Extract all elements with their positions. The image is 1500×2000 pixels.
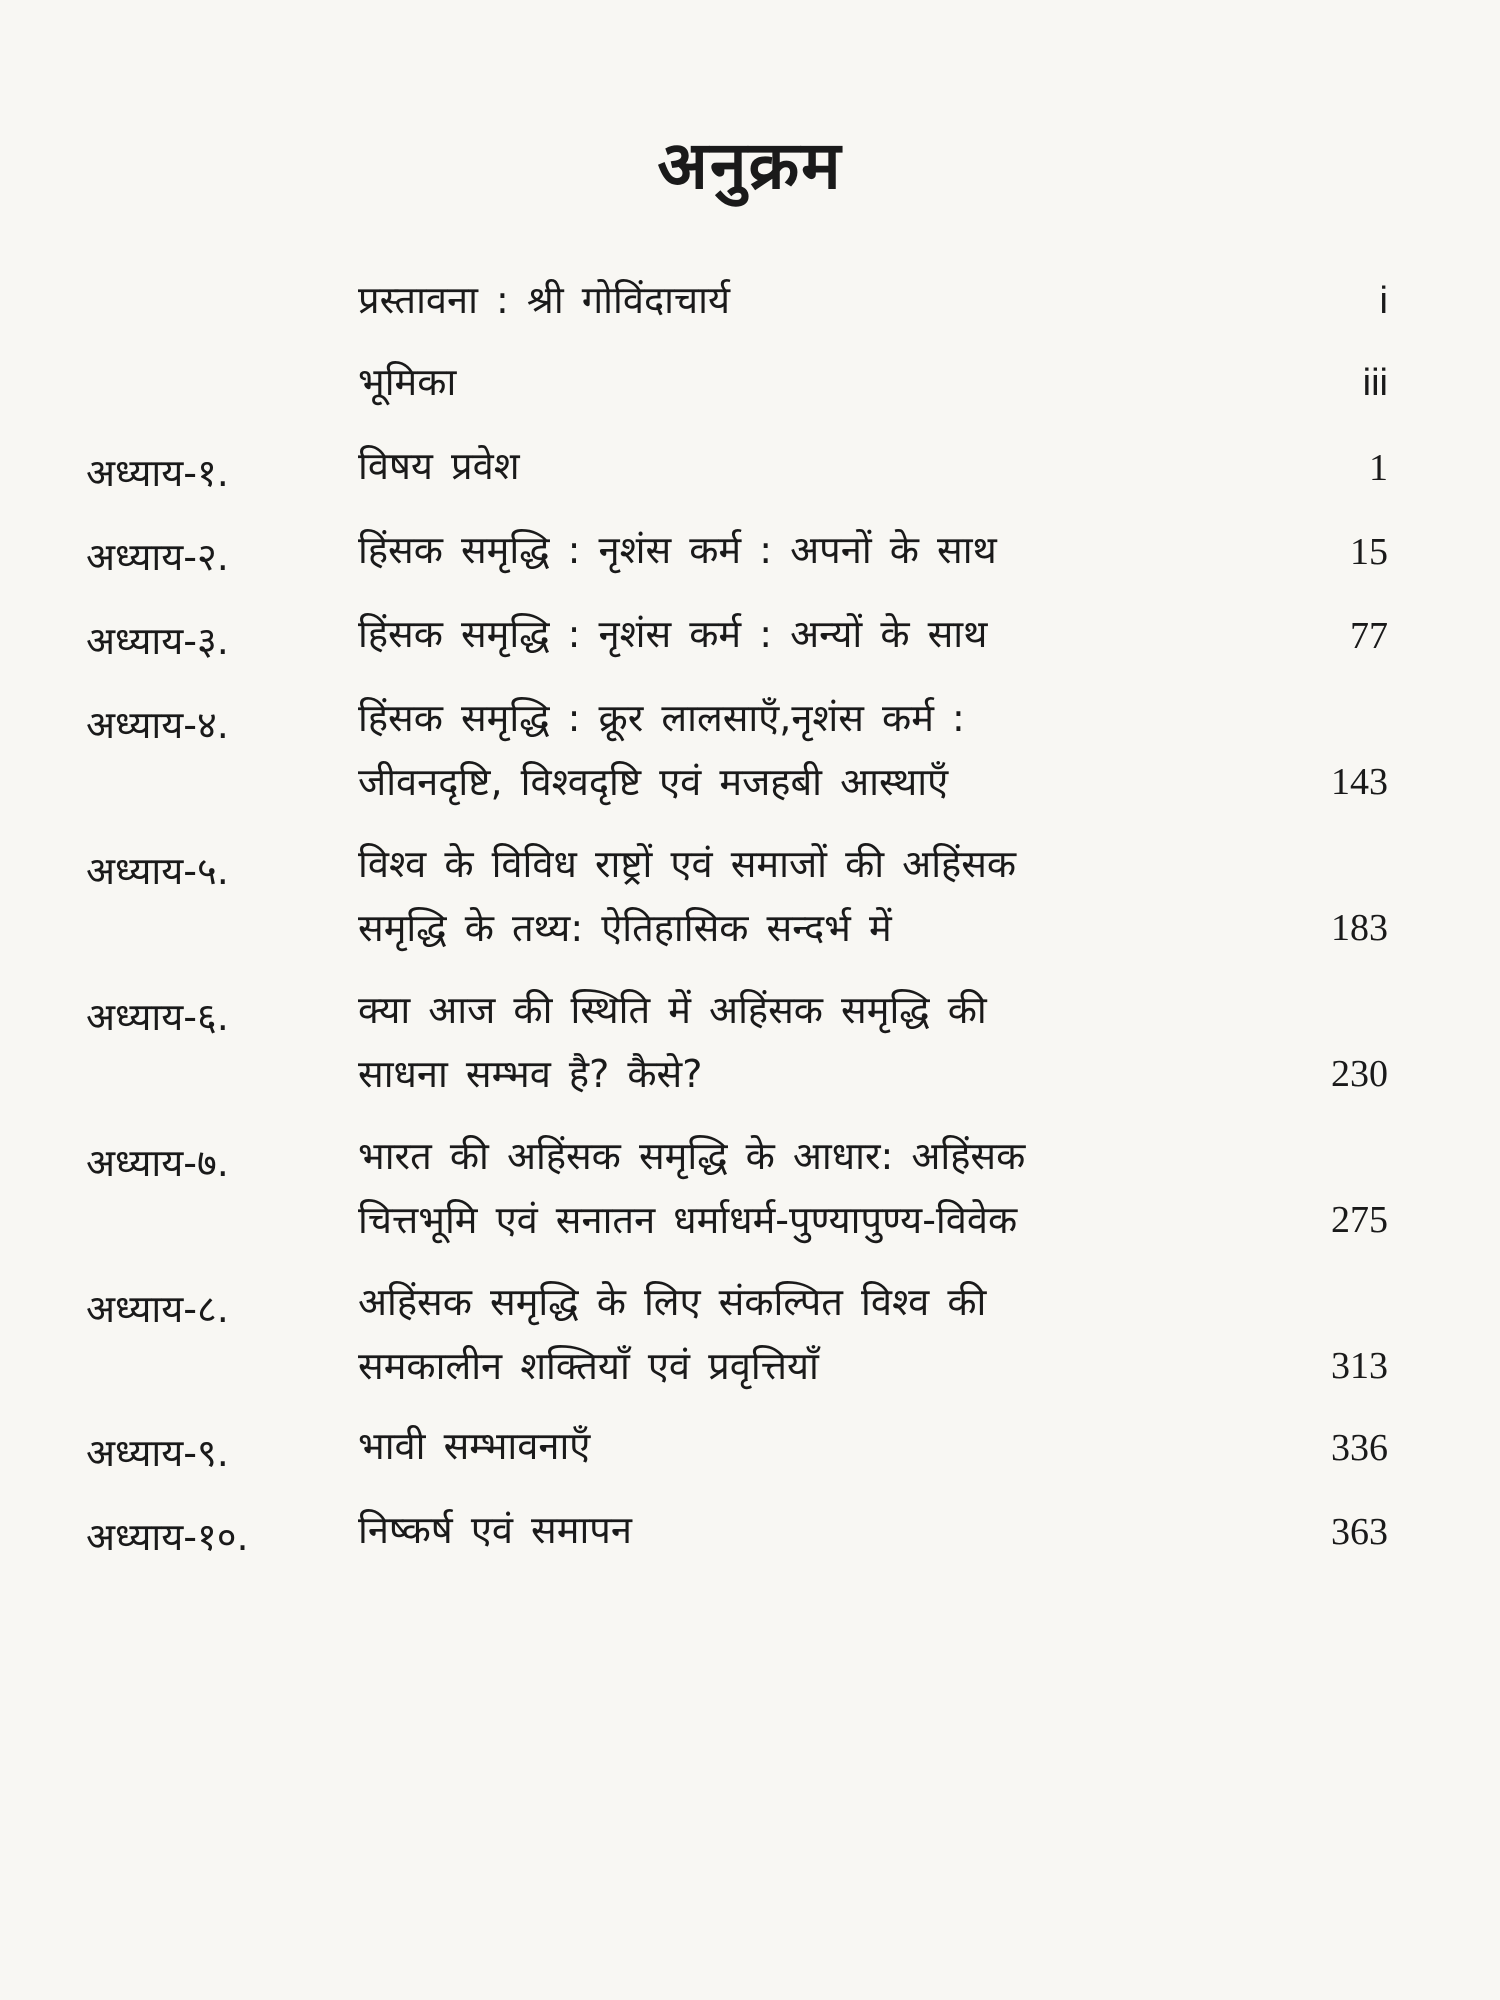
entry-title: [358, 268, 1258, 332]
page-number: 363: [1331, 1511, 1388, 1553]
page-number: 230: [1331, 1053, 1388, 1095]
entry-title-line: क्या आज की स्थिति में अहिंसक समृद्धि की: [358, 988, 987, 1032]
entry-title: [358, 1270, 1258, 1398]
chapter-label: अध्याय-२.: [86, 535, 229, 579]
entry-title: [358, 832, 1258, 960]
chapter-label: अध्याय-१.: [86, 451, 229, 495]
page-number: 15: [1350, 531, 1388, 573]
page-number: 1: [1369, 447, 1388, 489]
entry-title: [358, 1124, 1258, 1252]
entry-title-line: हिंसक समृद्धि : क्रूर लालसाएँ,नृशंस कर्म :: [358, 696, 965, 740]
entry-title: [358, 1414, 1258, 1478]
entry-title-line: चित्तभूमि एवं सनातन धर्माधर्म-पुण्यापुण्य-विवेक: [358, 1198, 1018, 1242]
entry-title: [358, 350, 1258, 414]
chapter-label: अध्याय-७.: [86, 1141, 229, 1185]
entry-title-line: भूमिका: [358, 360, 457, 404]
entry-title-line: भारत की अहिंसक समृद्धि के आधार: अहिंसक: [358, 1134, 1026, 1178]
entry-title-line: निष्कर्ष एवं समापन: [358, 1508, 632, 1552]
entry-title-line: साधना सम्भव है? कैसे?: [358, 1052, 703, 1096]
entry-title-line: विषय प्रवेश: [358, 444, 520, 488]
chapter-label: अध्याय-४.: [86, 703, 229, 747]
page-number: 143: [1331, 761, 1388, 803]
page-number: 183: [1331, 907, 1388, 949]
chapter-label: अध्याय-५.: [86, 849, 229, 893]
entry-title-line: जीवनदृष्टि, विश्वदृष्टि एवं मजहबी आस्थाएँ: [358, 760, 949, 804]
chapter-label: अध्याय-६.: [86, 995, 229, 1039]
chapter-label: अध्याय-३.: [86, 619, 229, 663]
entry-title: [358, 1498, 1258, 1562]
chapter-label: अध्याय-९.: [86, 1431, 229, 1475]
chapter-label: अध्याय-१०.: [86, 1515, 249, 1559]
entry-title-line: भावी सम्भावनाएँ: [358, 1424, 591, 1468]
page-number: i: [1379, 280, 1388, 322]
entry-title-line: अहिंसक समृद्धि के लिए संकल्पित विश्व की: [358, 1280, 987, 1324]
entry-title: [358, 434, 1258, 498]
page-number: 275: [1331, 1199, 1388, 1241]
entry-title: [358, 686, 1258, 814]
entry-title: [358, 518, 1258, 582]
entry-title-line: विश्व के विविध राष्ट्रों एवं समाजों की अहिंसक: [358, 842, 1017, 886]
toc-title: अनुक्रम: [657, 127, 843, 204]
entry-title-line: हिंसक समृद्धि : नृशंस कर्म : अपनों के साथ: [358, 528, 997, 572]
page-number: 336: [1331, 1427, 1388, 1469]
page-number: 77: [1350, 615, 1388, 657]
page-number: iii: [1362, 362, 1388, 404]
entry-title: [358, 978, 1258, 1106]
entry-title-line: प्रस्तावना : श्री गोविंदाचार्य: [358, 278, 730, 322]
entry-title-line: समकालीन शक्तियाँ एवं प्रवृत्तियाँ: [358, 1344, 819, 1388]
entry-title-line: हिंसक समृद्धि : नृशंस कर्म : अन्यों के साथ: [358, 612, 988, 656]
chapter-label: अध्याय-८.: [86, 1287, 229, 1331]
page-number: 313: [1331, 1345, 1388, 1387]
entry-title-line: समृद्धि के तथ्य: ऐतिहासिक सन्दर्भ में: [358, 906, 892, 950]
entry-title: [358, 602, 1258, 666]
